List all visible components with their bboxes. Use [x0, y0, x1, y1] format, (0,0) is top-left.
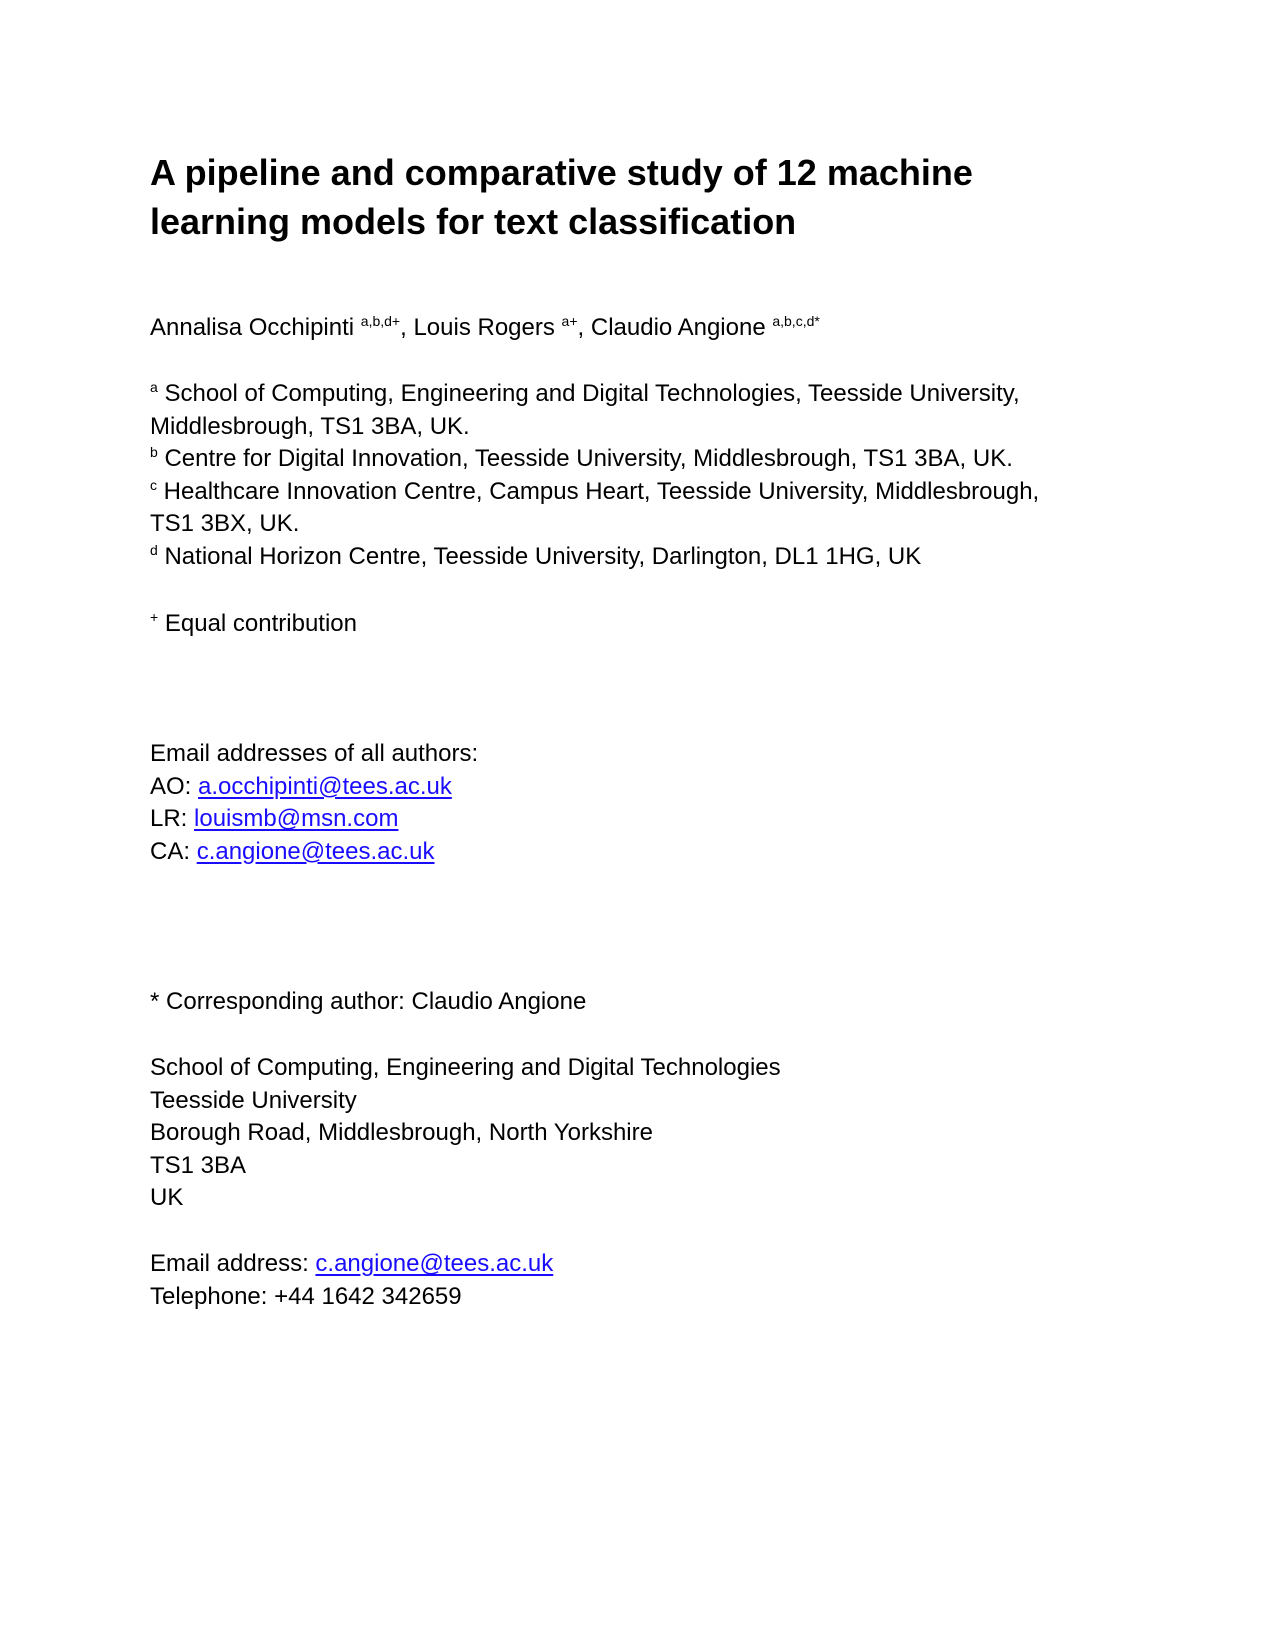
contact-email-label: Email address:	[150, 1250, 309, 1277]
contact-email	[150, 1248, 1150, 1281]
affiliation-list	[150, 378, 1150, 573]
paper-title: A pipeline and comparative study of 12 machine learning models for text classification	[150, 152, 973, 242]
email-initials: AO:	[150, 772, 192, 800]
affiliation-item	[150, 541, 1150, 574]
emails-heading: Email addresses of all authors:	[150, 740, 479, 767]
author-affiliation-marks: a,b,c,d*	[772, 313, 820, 329]
affiliation-item-continued: Middlesbrough, TS1 3BA, UK.	[150, 412, 470, 440]
equal-contribution-mark: +	[150, 609, 159, 625]
email-initials: CA:	[150, 837, 191, 865]
affiliation-item-continued: TS1 3BX, UK.	[150, 510, 300, 537]
affiliation-text: Healthcare Innovation Centre, Campus Heart, Teesside University, Middlesbrough,	[163, 477, 1040, 505]
affiliation-mark: d	[150, 541, 158, 558]
author-affiliation-marks: a+	[561, 313, 578, 329]
affiliation-mark: c	[150, 476, 157, 493]
affiliation-text: Centre for Digital Innovation, Teesside University, Middlesbrough, TS1 3BA, UK.	[164, 445, 1013, 472]
author-emails	[150, 738, 1150, 868]
equal-contribution-text: Equal contribution	[164, 610, 357, 637]
address-line: Teesside University	[150, 1086, 357, 1114]
affiliation-text: National Horizon Centre, Teesside University, Darlington, DL1 1HG, UK	[164, 542, 922, 570]
corresponding-author: * Corresponding author: Claudio Angione	[150, 988, 587, 1015]
affiliation-text: School of Computing, Engineering and Digital Technologies, Teesside University,	[164, 380, 1020, 407]
affiliation-item	[150, 443, 1150, 476]
email-link[interactable]: c.angione@tees.ac.uk	[196, 837, 435, 865]
address-line: Borough Road, Middlesbrough, North Yorkshire	[150, 1119, 653, 1146]
affiliation-mark: b	[150, 444, 158, 460]
equal-contribution-note	[150, 608, 1150, 640]
address-line: TS1 3BA	[150, 1151, 247, 1179]
author-list: Annalisa Occhipinti $^{a,b,d+}$, Louis Rogers $^{a+}$, Claudio Angione $^{a,b,c,d*}$	[150, 313, 820, 341]
corresponding-address	[150, 1052, 1150, 1215]
affiliation-item	[150, 378, 1150, 411]
address-line: School of Computing, Engineering and Digital Technologies	[150, 1054, 781, 1081]
email-entry	[150, 836, 1150, 869]
email-link[interactable]: louismb@msn.com	[194, 805, 399, 832]
author-name: Annalisa Occhipinti	[150, 314, 355, 341]
email-entry	[150, 771, 1150, 804]
author-name: Claudio Angione	[590, 314, 766, 341]
affiliation-mark: a	[150, 379, 158, 395]
affiliation-item	[150, 476, 1150, 509]
email-entry	[150, 803, 1150, 836]
author-affiliation-marks: a,b,d+	[360, 313, 401, 329]
address-line: UK	[150, 1184, 184, 1211]
corresponding-contact	[150, 1248, 1150, 1313]
email-initials: LR:	[150, 805, 188, 832]
author-name: Louis Rogers	[413, 314, 555, 341]
email-link[interactable]: a.occhipinti@tees.ac.uk	[198, 772, 452, 800]
contact-email-link[interactable]: c.angione@tees.ac.uk	[315, 1250, 554, 1277]
contact-telephone: Telephone: +44 1642 342659	[150, 1282, 462, 1310]
